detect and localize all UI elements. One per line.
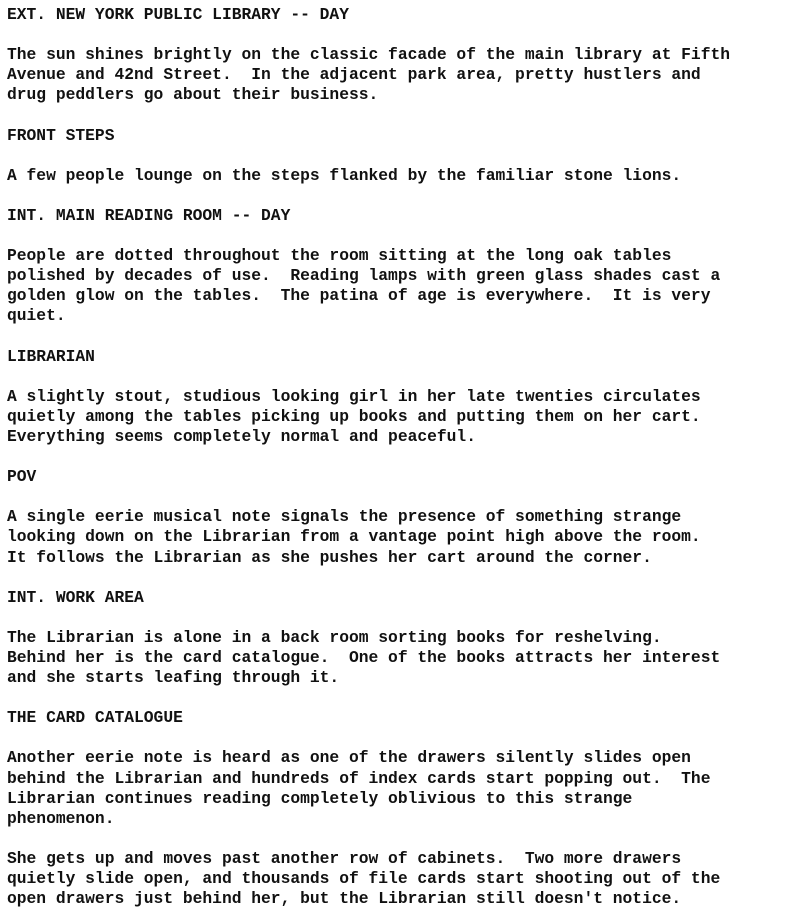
action-line: looking down on the Librarian from a vantage point high above the room. [7, 527, 701, 547]
action-line: and she starts leafing through it. [7, 668, 340, 688]
action-line: polished by decades of use. Reading lamps with green glass shades cast a [7, 266, 721, 286]
action-paragraph [7, 166, 800, 186]
action-paragraph [7, 387, 800, 447]
scene-heading [7, 347, 800, 367]
action-line: quietly among the tables picking up books and putting them on her cart. [7, 406, 701, 426]
action-line: A slightly stout, studious looking girl in her late twenties circulates [7, 386, 701, 406]
action-paragraph [7, 748, 800, 828]
action-line: quietly slide open, and thousands of file cards start shooting out of the [7, 869, 721, 889]
action-paragraph [7, 628, 800, 688]
action-paragraph [7, 246, 800, 326]
action-paragraph [7, 507, 800, 567]
action-line: drug peddlers go about their business. [7, 85, 379, 105]
action-line: A few people lounge on the steps flanked by the familiar stone lions. [7, 165, 682, 185]
scene-heading-text: INT. WORK AREA [7, 587, 144, 607]
action-line: The sun shines brightly on the classic facade of the main library at Fifth [7, 45, 731, 65]
action-line: golden glow on the tables. The patina of age is everywhere. It is very [7, 286, 711, 306]
action-line: A single eerie musical note signals the presence of something strange [7, 507, 682, 527]
action-line: It follows the Librarian as she pushes her cart around the corner. [7, 547, 652, 567]
action-line: open drawers just behind her, but the Librarian still doesn't notice. [7, 889, 682, 909]
action-line: phenomenon. [7, 808, 115, 828]
scene-heading-text: LIBRARIAN [7, 346, 95, 366]
action-line: Librarian continues reading completely oblivious to this strange [7, 788, 633, 808]
scene-heading [7, 708, 800, 728]
action-paragraph [7, 849, 800, 909]
scene-heading-text: EXT. NEW YORK PUBLIC LIBRARY -- DAY [7, 5, 349, 24]
action-line: Avenue and 42nd Street. In the adjacent park area, pretty hustlers and [7, 65, 701, 85]
action-line: Another eerie note is heard as one of the drawers silently slides open [7, 748, 691, 768]
scene-heading [7, 588, 800, 608]
scene-heading-text: FRONT STEPS [7, 125, 115, 145]
scene-heading-text: THE CARD CATALOGUE [7, 708, 183, 728]
action-line: The Librarian is alone in a back room sorting books for reshelving. [7, 627, 662, 647]
action-line: behind the Librarian and hundreds of index cards start popping out. The [7, 768, 711, 788]
action-line: quiet. [7, 306, 66, 326]
scene-heading [7, 206, 800, 226]
scene-heading [7, 5, 800, 25]
scene-heading [7, 126, 800, 146]
action-paragraph [7, 45, 800, 105]
action-line: She gets up and moves past another row of cabinets. Two more drawers [7, 848, 682, 868]
scene-heading [7, 467, 800, 487]
scene-heading-text: POV [7, 467, 37, 487]
action-line: Behind her is the card catalogue. One of the books attracts her interest [7, 648, 721, 667]
scene-heading-text: INT. MAIN READING ROOM -- DAY [7, 205, 291, 225]
action-line: Everything seems completely normal and peaceful. [7, 426, 476, 446]
action-line: People are dotted throughout the room sitting at the long oak tables [7, 246, 672, 266]
